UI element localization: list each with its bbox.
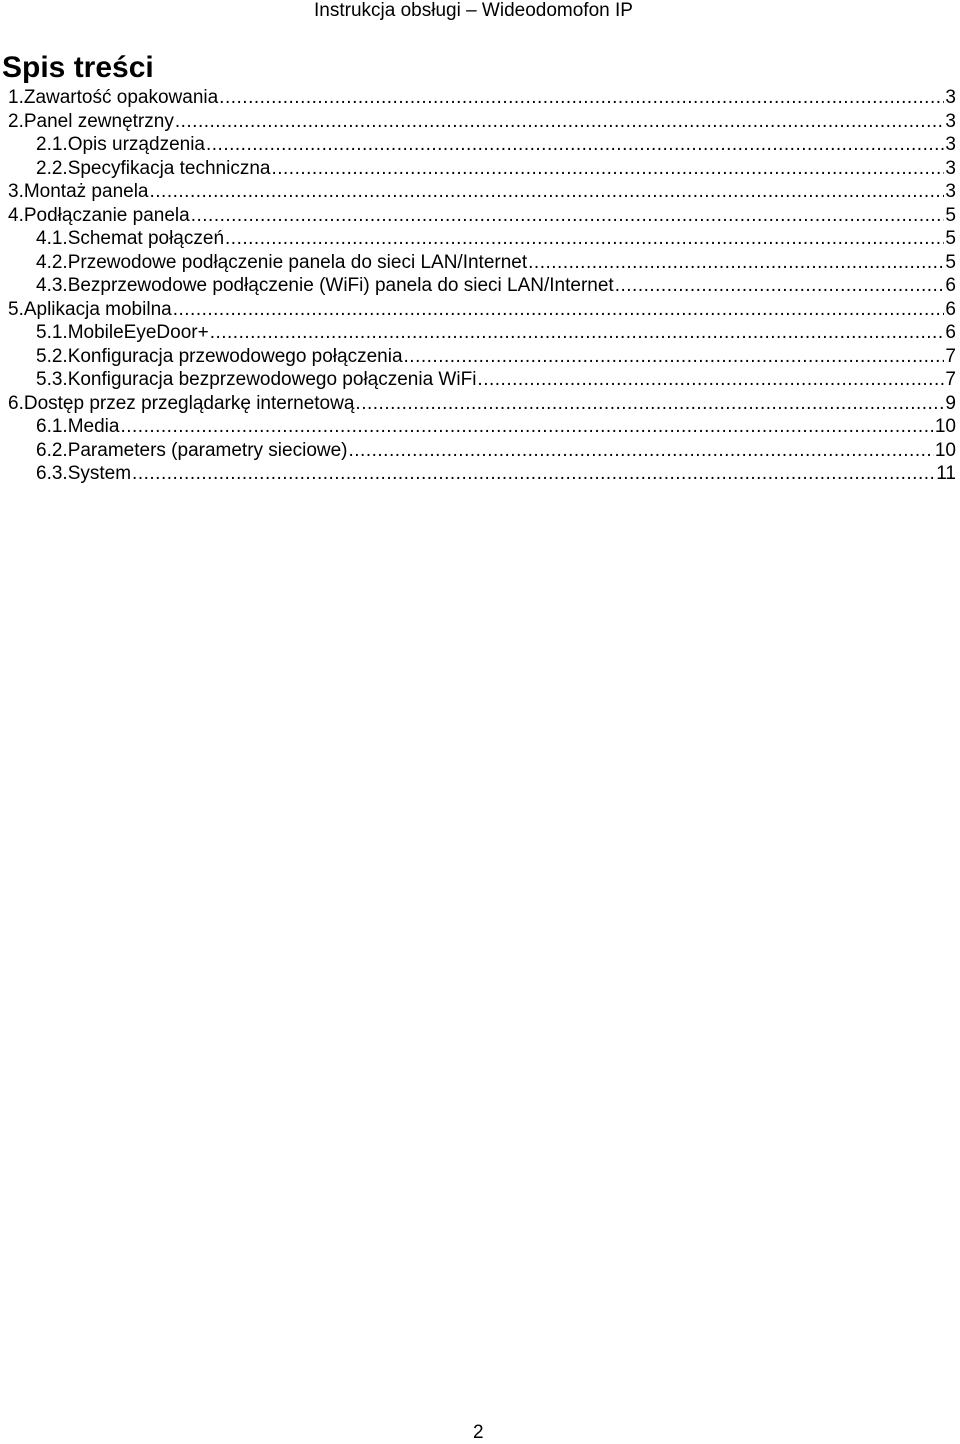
- toc-entry-page: 10: [934, 416, 956, 437]
- toc-entry-page: 10: [934, 439, 956, 461]
- toc-dot-leader: [132, 462, 935, 486]
- toc-entry-page: 3: [945, 110, 956, 132]
- toc-dot-leader: [210, 321, 945, 345]
- toc-dot-leader: [120, 415, 933, 439]
- toc-entry-label: 1.Zawartość opakowania: [8, 87, 219, 108]
- toc-entry[interactable]: [0, 157, 960, 181]
- toc-dot-leader: [528, 251, 944, 275]
- toc-dot-leader: [173, 298, 945, 322]
- toc-dot-leader: [219, 86, 944, 110]
- toc-entry-label: 6.1.Media: [36, 416, 120, 437]
- toc-entry-label: 2.Panel zewnętrzny: [8, 110, 174, 132]
- toc-entry[interactable]: [0, 415, 960, 439]
- toc-entry[interactable]: [0, 227, 960, 251]
- toc-entry-label: 4.1.Schemat połączeń: [36, 228, 225, 249]
- toc-entry-page: 6: [945, 298, 956, 320]
- toc-entry[interactable]: [0, 86, 960, 110]
- toc-entry-page: 6: [945, 275, 956, 296]
- toc-dot-leader: [404, 345, 945, 369]
- toc-entry-page: 5: [945, 228, 956, 249]
- toc-entry[interactable]: [0, 180, 960, 204]
- toc-entry[interactable]: [0, 439, 960, 463]
- toc-entry-label: 5.2.Konfiguracja przewodowego połączenia: [36, 345, 403, 367]
- toc-entry-page: 5: [945, 251, 956, 273]
- toc-entry-label: 4.3.Bezprzewodowe podłączenie (WiFi) panela do sieci LAN/Internet: [36, 275, 614, 296]
- toc-title: Spis treści: [2, 51, 154, 84]
- toc-entry-label: 6.2.Parameters (parametry sieciowe): [36, 439, 348, 461]
- toc-entry[interactable]: [0, 133, 960, 157]
- toc-dot-leader: [175, 110, 945, 134]
- toc-dot-leader: [150, 180, 945, 204]
- toc-entry-page: 3: [945, 134, 956, 155]
- toc-entry-page: 3: [945, 181, 956, 202]
- running-header: Instrukcja obsługi – Wideodomofon IP: [314, 0, 633, 21]
- page-number: 2: [473, 1422, 484, 1443]
- toc-dot-leader: [206, 133, 944, 157]
- toc-entry[interactable]: [0, 110, 960, 134]
- toc-entry-label: 2.1.Opis urządzenia: [36, 134, 205, 155]
- table-of-contents: [0, 86, 960, 486]
- toc-entry-label: 2.2.Specyfikacja techniczna: [36, 157, 271, 179]
- toc-dot-leader: [225, 227, 944, 251]
- toc-entry-page: 5: [945, 204, 956, 226]
- toc-entry-label: 6.Dostęp przez przeglądarkę internetową: [8, 392, 355, 414]
- toc-entry[interactable]: [0, 251, 960, 275]
- toc-entry-page: 11: [936, 463, 956, 484]
- toc-entry[interactable]: [0, 204, 960, 228]
- toc-entry-page: 6: [945, 322, 956, 343]
- toc-entry[interactable]: [0, 462, 960, 486]
- toc-dot-leader: [191, 204, 945, 228]
- toc-entry[interactable]: [0, 298, 960, 322]
- toc-entry[interactable]: [0, 274, 960, 298]
- toc-entry-page: 7: [945, 369, 956, 390]
- toc-dot-leader: [271, 157, 944, 181]
- toc-entry[interactable]: [0, 392, 960, 416]
- toc-entry[interactable]: [0, 345, 960, 369]
- toc-entry-page: 9: [945, 392, 956, 414]
- toc-entry-page: 7: [945, 345, 956, 367]
- toc-entry-label: 4.2.Przewodowe podłączenie panela do sieci LAN/Internet: [36, 251, 528, 273]
- toc-entry-page: 3: [945, 87, 956, 108]
- toc-entry[interactable]: [0, 321, 960, 345]
- toc-entry-label: 5.Aplikacja mobilna: [8, 298, 172, 320]
- toc-dot-leader: [477, 368, 944, 392]
- toc-entry-label: 3.Montaż panela: [8, 181, 149, 202]
- toc-entry-label: 4.Podłączanie panela: [8, 204, 190, 226]
- toc-entry-label: 5.1.MobileEyeDoor+: [36, 322, 209, 343]
- toc-entry-page: 3: [945, 157, 956, 179]
- toc-entry[interactable]: [0, 368, 960, 392]
- toc-entry-label: 5.3.Konfiguracja bezprzewodowego połączenia WiFi: [36, 369, 477, 390]
- toc-dot-leader: [615, 274, 945, 298]
- toc-entry-label: 6.3.System: [36, 463, 132, 484]
- toc-dot-leader: [355, 392, 944, 416]
- toc-dot-leader: [349, 439, 934, 463]
